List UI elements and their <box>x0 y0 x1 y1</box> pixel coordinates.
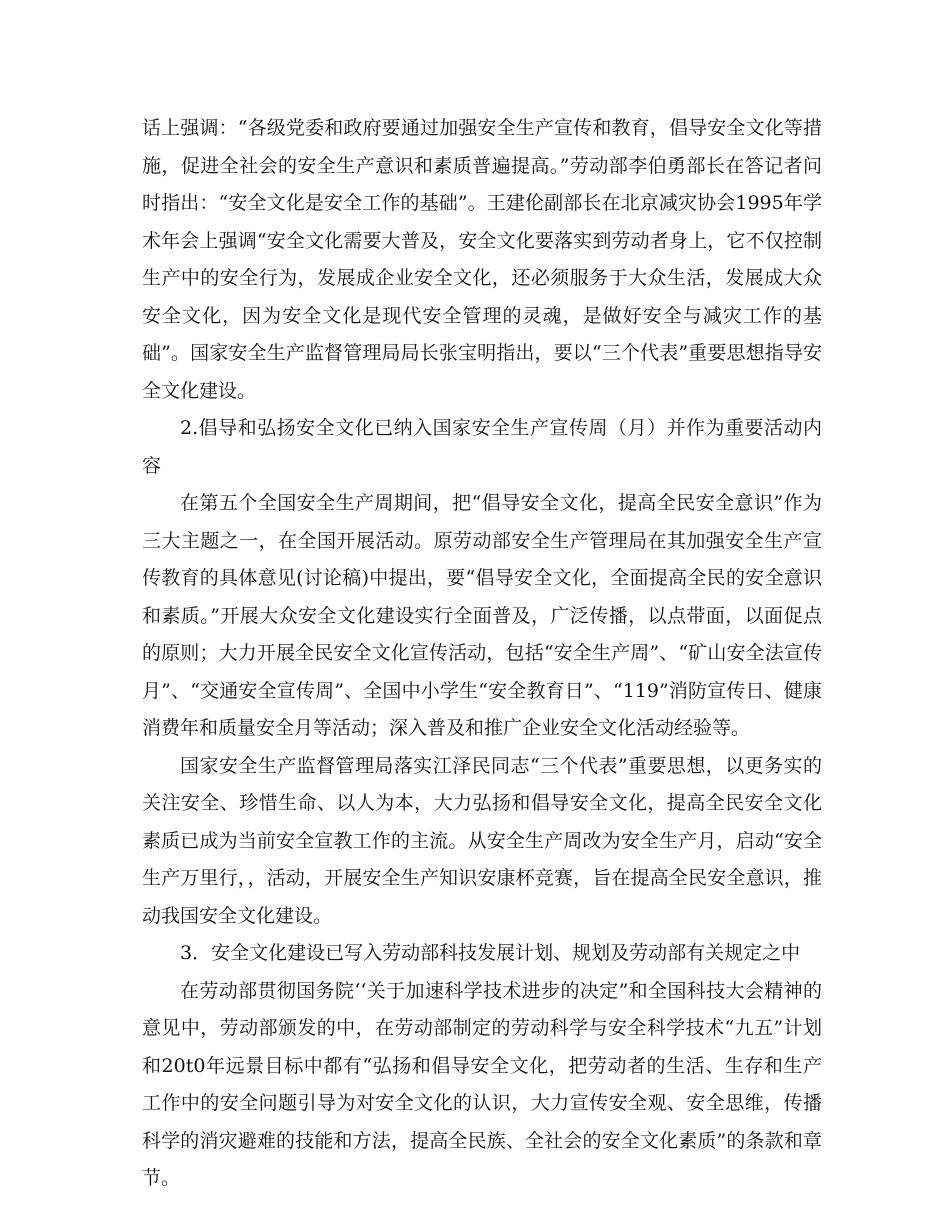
section-heading-3: 3．安全文化建设已写入劳动部科技发展计划、规划及劳动部有关规定之中 <box>180 942 801 964</box>
paragraph-safety-month: 国家安全生产监督管理局落实江泽民同志“三个代表”重要思想，以更务实的关注安全、珍惜生命、以人为本，大力弘扬和倡导安全文化，提高全民安全文化素质已成为当前安全宣教工作的主流。从安全生产周改为安全生产月，启动“安全生产万里行，，活动，开展安全生产知识安康杯竞赛，旨在提高全民安全意识，推动我国安全文化建设。 <box>142 754 822 927</box>
paragraph-safety-week: 在第五个全国安全生产周期间，把“倡导安全文化，提高全民安全意识”作为三大主题之一，在全国开展活动。原劳动部安全生产管理局在其加强安全生产宣传教育的具体意见(讨论稿)中提出，要“倡导安全文化，全面提高全民的安全意识和素质。”开展大众安全文化建设实行全面普及，广泛传播，以点带面，以面促点的原则；大力开展全民安全文化宣传活动，包括“安全生产周”、“矿山安全法宣传月”、“交通安全宣传周”、全国中小学生“安全教育日”、“119”消防宣传日、健康消费年和质量安全月等活动；深入普及和推广企业安全文化活动经验等。 <box>142 492 822 739</box>
paragraph-tech-plan: 在劳动部贯彻国务院‘‘关于加速科学技术进步的决定”和全国科技大会精神的意见中，劳动部颁发的中，在劳动部制定的劳动科学与安全科学技术“九五”计划和20t0年远景目标中都有“弘扬和倡导安全文化，把劳动者的生活、生存和生产工作中的安全问题引导为对安全文化的认识，大力宣传安全观、安全思维，传播科学的消灾避难的技能和方法，提高全民族、全社会的安全文化素质”的条款和章节。 <box>142 979 822 1189</box>
paragraph-leaders-remarks: 话上强调：“各级党委和政府要通过加强安全生产宣传和教育，倡导安全文化等措施，促进全社会的安全生产意识和素质普遍提高。”劳动部李伯勇部长在答记者问时指出：“安全文化是安全工作的基础”。王建伦副部长在北京减灾协会1995年学术年会上强调“安全文化需要大普及，安全文化要落实到劳动者身上，它不仅控制生产中的安全行为，发展成企业安全文化，还必须服务于大众生活，发展成大众安全文化，因为安全文化是现代安全管理的灵魂，是做好安全与减灾工作的基础”。国家安全生产监督管理局局长张宝明指出，要以“三个代表”重要思想指导安全文化建设。 <box>142 117 822 402</box>
section-heading-2: 2.倡导和弘扬安全文化已纳入国家安全生产宣传周（月）并作为重要活动内容 <box>142 417 822 477</box>
document-body <box>142 110 822 1198</box>
